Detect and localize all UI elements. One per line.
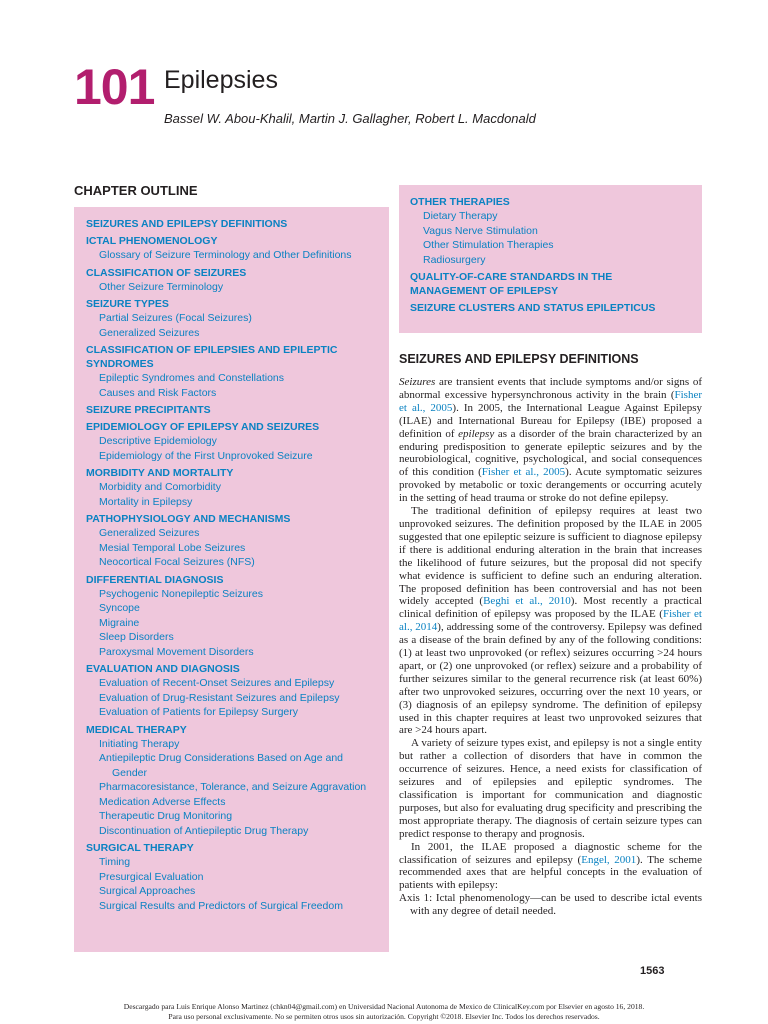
outline-subsection-link[interactable]: Vagus Nerve Stimulation [423, 224, 538, 237]
citation-link[interactable]: Fisher et al., 2005 [481, 466, 566, 479]
text-run: The traditional definition of epilepsy requires at least two unprovoked seizures. The definition proposed by the ILAE in 2005 suggested that one epileptic seizure is sufficient to diagnose epilepsy if there is additional enduring alteration in the brain that increases the likelihood of future seizures, but the proposal did not specify what evidence is sufficient to define such an enduring alteration. The proposed definition has been controversial and has not been widely accepted ( [399, 505, 702, 608]
outline-section-link[interactable]: SEIZURE CLUSTERS AND STATUS EPILEPTICUS [410, 302, 656, 314]
chapter-authors: Bassel W. Abou-Khalil, Martin J. Gallagher, Robert L. Macdonald [164, 111, 536, 126]
outline-subsection-link[interactable]: Syncope [99, 602, 140, 614]
paragraph-2 [399, 505, 702, 737]
outline-subsection-link[interactable]: Other Seizure Terminology [99, 280, 224, 293]
outline-section [86, 343, 377, 400]
outline-subsection-link[interactable]: Medication Adverse Effects [99, 795, 226, 808]
chapter-title: Epilepsies [164, 66, 278, 94]
text-run: In 2001, the ILAE proposed a diagnostic scheme for the classification of seizures and epilepsy ( [399, 840, 702, 866]
paragraph-1 [399, 376, 702, 505]
outline-section [86, 266, 377, 295]
text-run: ). In 2005, the International League Against Epilepsy (ILAE) and International Bureau for Epilepsy (IBE) proposed a definition of [399, 401, 702, 440]
outline-section [410, 301, 691, 315]
axis-item: Axis 1: Ictal phenomenology—can be used to describe ictal events with any degree of detail needed. [399, 892, 702, 918]
outline-section [86, 217, 377, 231]
outline-section-link[interactable]: CLASSIFICATION OF SEIZURES [86, 266, 247, 279]
outline-section-link[interactable]: EPIDEMIOLOGY OF EPILEPSY AND SEIZURES [86, 421, 320, 433]
chapter-outline-heading: CHAPTER OUTLINE [74, 183, 198, 198]
section-body [399, 376, 702, 918]
citation-link[interactable]: Fisher et al., 2005 [399, 388, 702, 414]
outline-section-link[interactable]: SEIZURES AND EPILEPSY DEFINITIONS [86, 218, 288, 230]
outline-subsection-link[interactable]: Evaluation of Recent-Onset Seizures and Epilepsy [99, 677, 335, 689]
text-run: ), addressing some of the controversy. Epilepsy was defined as a disease of the brain defined by any of the following conditions: (1) at least two unprovoked (or reflex) seizures occurring >24 hours apart, or (2) one unprovoked (or reflex) seizure and a probability of further seizures similar to the general recurrence risk (at least 60%) after two unprovoked seizures, occurring over the next 10 years, or (3) diagnosis of an epilepsy syndrome. The definition of epilepsy used in this chapter requires at least two unprovoked seizures that are >24 hours apart. [399, 621, 702, 737]
outline-section-link[interactable]: PATHOPHYSIOLOGY AND MECHANISMS [86, 513, 291, 525]
text-run: ). Most recently a practical clinical definition of epilepsy was proposed by the ILAE ( [399, 595, 703, 621]
outline-section [86, 297, 377, 340]
term-epilepsy: epilepsy [458, 427, 495, 440]
text-run: ). The scheme recommended axes that are helpful concepts in the evaluation of patients with epilepsy: [399, 853, 702, 892]
download-footer [0, 1002, 768, 1021]
outline-section [410, 195, 691, 267]
outline-section-link[interactable]: ICTAL PHENOMENOLOGY [86, 235, 218, 247]
page-number: 1563 [640, 965, 665, 977]
outline-section [86, 573, 377, 660]
chapter-outline-left [74, 207, 389, 952]
outline-section-link[interactable]: OTHER THERAPIES [410, 196, 510, 208]
outline-subsection-link[interactable]: Discontinuation of Antiepileptic Drug Therapy [99, 824, 309, 837]
outline-subsection-link[interactable]: Evaluation of Patients for Epilepsy Surgery [99, 706, 299, 718]
outline-section-link[interactable]: DIFFERENTIAL DIAGNOSIS [86, 573, 224, 586]
outline-subsection-link[interactable]: Epidemiology of the First Unprovoked Seizure [99, 449, 313, 462]
outline-section [410, 270, 691, 298]
outline-section-link[interactable]: EVALUATION AND DIAGNOSIS [86, 663, 240, 675]
paragraph-4 [399, 841, 702, 893]
outline-section [86, 466, 377, 509]
outline-section [86, 662, 377, 720]
outline-subsection-link[interactable]: Sleep Disorders [99, 631, 174, 643]
outline-subsection-link[interactable]: Evaluation of Drug-Resistant Seizures and Epilepsy [99, 691, 340, 704]
outline-subsection-link[interactable]: Surgical Results and Predictors of Surgical Freedom [99, 899, 343, 912]
outline-subsection-link[interactable]: Descriptive Epidemiology [99, 435, 217, 447]
outline-subsection-link[interactable]: Epileptic Syndromes and Constellations [99, 372, 285, 384]
citation-link[interactable]: Engel, 2001 [581, 853, 637, 866]
outline-subsection-link[interactable]: Psychogenic Nonepileptic Seizures [99, 587, 264, 600]
outline-subsection-link[interactable]: Presurgical Evaluation [99, 870, 204, 883]
outline-section [86, 420, 377, 463]
outline-section [86, 234, 377, 263]
outline-subsection-link[interactable]: Partial Seizures (Focal Seizures) [99, 312, 252, 324]
outline-subsection-link[interactable]: Radiosurgery [423, 253, 486, 266]
outline-subsection-link[interactable]: Other Stimulation Therapies [423, 239, 554, 251]
outline-section [86, 512, 377, 570]
section-heading: SEIZURES AND EPILEPSY DEFINITIONS [399, 352, 639, 366]
outline-section [86, 723, 377, 839]
outline-section [86, 841, 377, 913]
chapter-number: 101 [74, 59, 155, 115]
term-seizures: Seizures [399, 376, 436, 388]
outline-section-link[interactable]: MORBIDITY AND MORTALITY [86, 467, 234, 479]
outline-section-link[interactable]: SURGICAL THERAPY [86, 842, 194, 854]
outline-section [86, 403, 377, 417]
paragraph-3: A variety of seizure types exist, and epilepsy is not a single entity but rather a collection of disorders that have in common the occurrence of seizures. Hence, a need exists for classification of seizures and of epilepsies and epileptic syndromes. The classification is important for communication and diagnostic purposes, but also for evaluating drug specificity and prescribing the most appropriate therapy. The diagnosis of certain seizure types can predict response to therapy and prognosis. [399, 737, 702, 840]
outline-subsection-link[interactable]: Dietary Therapy [423, 210, 498, 222]
outline-subsection-link[interactable]: Generalized Seizures [99, 326, 200, 339]
outline-subsection-link[interactable]: Neocortical Focal Seizures (NFS) [99, 556, 255, 568]
outline-subsection-link[interactable]: Causes and Risk Factors [99, 386, 217, 399]
outline-subsection-link[interactable]: Generalized Seizures [99, 527, 200, 539]
outline-subsection-link[interactable]: Paroxysmal Movement Disorders [99, 645, 254, 658]
outline-subsection-link[interactable]: Morbidity and Comorbidity [99, 481, 221, 493]
outline-section-link[interactable]: QUALITY-OF-CARE STANDARDS IN THE MANAGEMENT OF EPILEPSY [410, 271, 613, 297]
outline-subsection-link[interactable]: Pharmacoresistance, Tolerance, and Seizure Aggravation [99, 781, 367, 793]
outline-subsection-link[interactable]: Mortality in Epilepsy [99, 495, 193, 508]
citation-link[interactable]: Beghi et al., 2010 [483, 595, 571, 608]
outline-subsection-link[interactable]: Timing [99, 856, 131, 868]
outline-subsection-link[interactable]: Therapeutic Drug Monitoring [99, 810, 233, 822]
chapter-outline-right [399, 185, 702, 333]
text-run: are transient events that include symptoms and/or signs of abnormal excessive hypersynchronous activity in the brain ( [399, 376, 702, 401]
outline-subsection-link[interactable]: Surgical Approaches [99, 885, 196, 897]
outline-subsection-link[interactable]: Migraine [99, 616, 140, 629]
outline-section-link[interactable]: CLASSIFICATION OF EPILEPSIES AND EPILEPTIC SYNDROMES [86, 344, 338, 370]
outline-section-link[interactable]: SEIZURE TYPES [86, 298, 169, 310]
outline-subsection-link[interactable]: Glossary of Seizure Terminology and Other Definitions [99, 249, 352, 261]
outline-subsection-link[interactable]: Initiating Therapy [99, 737, 180, 750]
footer-line-2: Para uso personal exclusivamente. No se permiten otros usos sin autorización. Copyright ©2018. Elsevier Inc. Todos los derechos reservados. [168, 1011, 600, 1021]
outline-section-link[interactable]: SEIZURE PRECIPITANTS [86, 404, 211, 416]
outline-subsection-link[interactable]: Antiepileptic Drug Considerations Based on Age and Gender [99, 752, 343, 779]
text-run: ). Acute symptomatic seizures provoked by metabolic or toxic derangements or occurring acutely in the setting of head trauma or stroke do not define epilepsy. [399, 466, 702, 505]
outline-subsection-link[interactable]: Mesial Temporal Lobe Seizures [99, 541, 246, 554]
citation-link[interactable]: Fisher et al., 2014 [399, 608, 702, 634]
outline-section-link[interactable]: MEDICAL THERAPY [86, 723, 187, 736]
footer-line-1: Descargado para Luis Enrique Alonso Martinez (chkn04@gmail.com) en Universidad Nacional Autonoma de Mexico de ClinicalKey.com por Elsevier en agosto 16, 2018. [123, 1002, 645, 1011]
text-run: as a disorder of the brain characterized by an enduring predisposition to generate epileptic seizures and by the neurobiological, cognitive, psychological, and social consequences of this condition ( [399, 427, 702, 479]
